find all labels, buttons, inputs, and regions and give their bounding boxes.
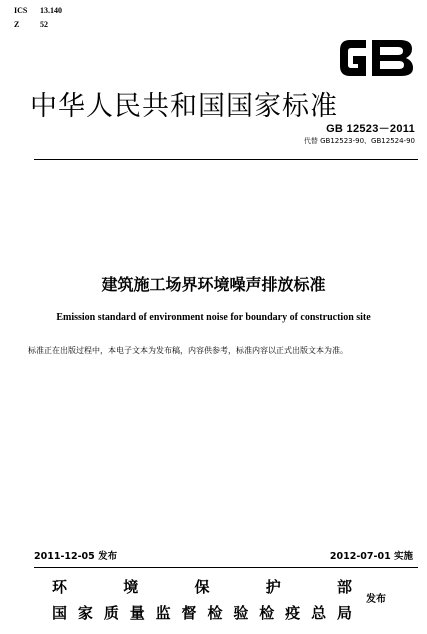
issuer-char: 疫 xyxy=(285,604,301,622)
gb-standard-logo-icon xyxy=(336,34,416,82)
issuer-char: 量 xyxy=(129,604,145,622)
standard-number: GB 12523－2011 xyxy=(326,123,415,135)
standard-title-en: Emission standard of environment noise for boundary of construction site xyxy=(56,312,371,323)
ics-label: ICS xyxy=(14,6,28,15)
replaces-note: 代替 GB12523-90、GB12524-90 xyxy=(303,137,415,145)
issuer-char: 家 xyxy=(77,604,93,622)
ics-line xyxy=(14,4,62,18)
issuer-environment-ministry xyxy=(52,576,352,597)
issuer-char: 国 xyxy=(52,604,68,622)
publication-notice: 标准正在出版过程中，本电子文本为发布稿，内容供参考，标准内容以正式出版文本为准。 xyxy=(28,346,348,355)
issuer-char: 部 xyxy=(336,578,352,596)
classification-header xyxy=(14,4,62,32)
top-divider xyxy=(34,159,418,160)
z-label: Z xyxy=(14,20,20,29)
issuer-char: 质 xyxy=(103,604,119,622)
issuer-char: 检 xyxy=(207,604,223,622)
issue-date: 2011-12-05 发布 xyxy=(34,551,118,562)
issuer-char: 督 xyxy=(181,604,197,622)
issuer-char: 保 xyxy=(194,578,210,596)
issuer-char: 验 xyxy=(233,604,249,622)
issuer-quality-administration xyxy=(52,602,352,623)
issuer-char: 局 xyxy=(336,604,352,622)
implement-date: 2012-07-01 实施 xyxy=(329,551,413,562)
z-line xyxy=(14,18,62,32)
issuer-char: 境 xyxy=(123,578,139,596)
bottom-divider xyxy=(34,567,418,568)
issuer-char: 监 xyxy=(155,604,171,622)
issuer-char: 护 xyxy=(265,578,281,596)
standard-title-cn: 建筑施工场界环境噪声排放标准 xyxy=(101,275,326,294)
main-title: 中华人民共和国国家标准 xyxy=(30,91,338,122)
issuer-char: 环 xyxy=(52,578,68,596)
ics-value: 13.140 xyxy=(40,6,62,15)
z-value: 52 xyxy=(40,20,48,29)
issuer-char: 检 xyxy=(259,604,275,622)
publish-label: 发布 xyxy=(366,594,386,605)
issuer-char: 总 xyxy=(311,604,327,622)
